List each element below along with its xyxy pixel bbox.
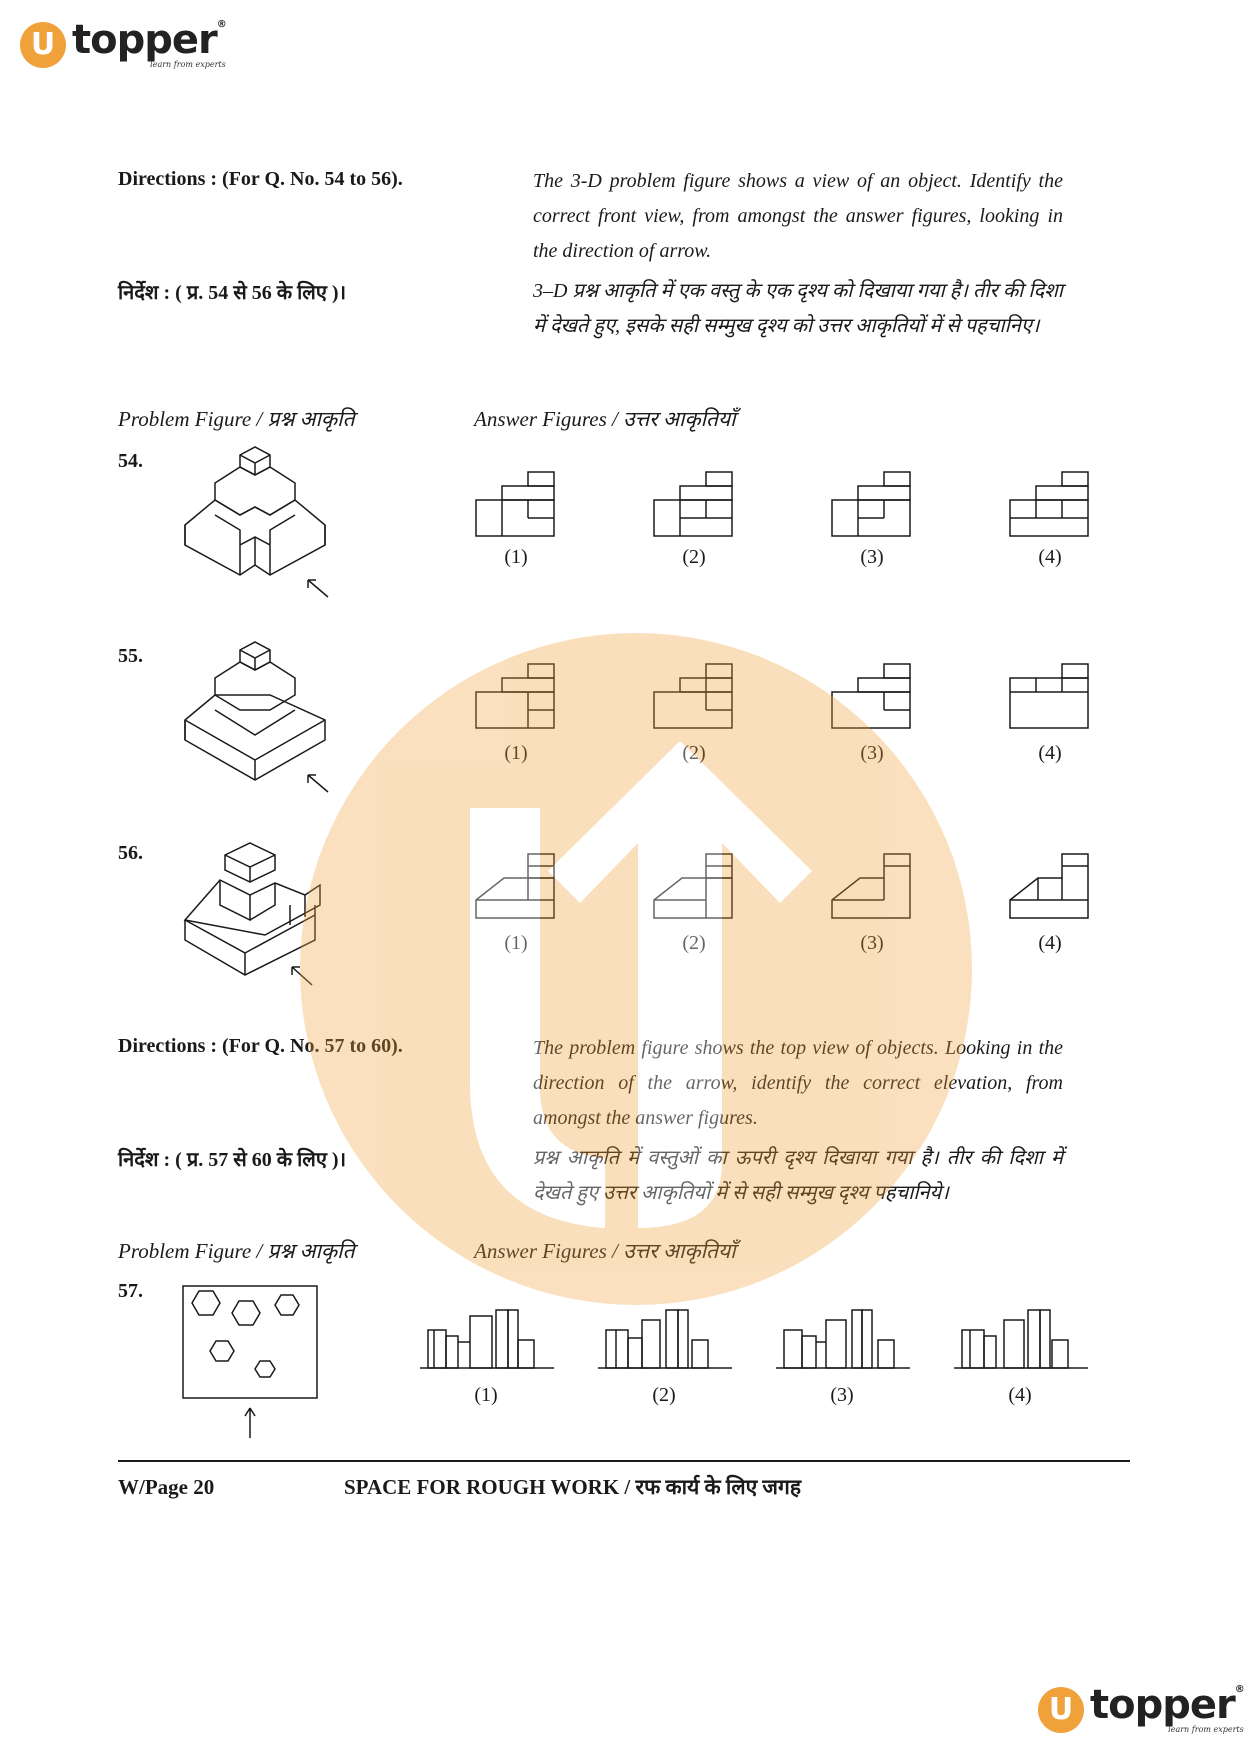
brand-mark-icon-bottom: U	[1038, 1687, 1084, 1733]
q54-option-4-figure	[1008, 468, 1092, 540]
question-number-54: 54.	[118, 450, 143, 472]
question-number-56: 56.	[118, 842, 143, 864]
directions-2-text-hi: प्रश्न आकृति में वस्तुओं का ऊपरी दृश्य दिखाया गया है। तीर की दिशा में देखते हुए उत्तर आकृतियों में से सही सम्मुख दृश्य पहचानिये।	[533, 1147, 1063, 1204]
directions-1-label-en: Directions : (For Q. No. 54 to 56).	[118, 168, 403, 190]
q56-option-3-figure	[830, 850, 914, 922]
directions-2-label-en: Directions : (For Q. No. 57 to 60).	[118, 1035, 403, 1057]
q55-option-2-figure	[652, 660, 736, 732]
q55-option-1-figure	[474, 660, 558, 732]
brand-tagline: learn from experts	[150, 60, 226, 69]
q56-option-4-figure	[1008, 850, 1092, 922]
brand-tagline-bottom: learn from experts	[1168, 1725, 1244, 1734]
q54-problem-figure	[180, 455, 340, 605]
q56-option-2-label[interactable]: (2)	[682, 932, 706, 954]
q54-option-1-label[interactable]: (1)	[504, 546, 528, 568]
answer-figures-header-2: Answer Figures / उत्तर आकृतियाँ	[474, 1239, 736, 1263]
brand-name-bottom: topper®	[1090, 1682, 1244, 1728]
q57-option-3-figure	[774, 1298, 912, 1370]
q56-option-3-label[interactable]: (3)	[860, 932, 884, 954]
q54-option-2-figure	[652, 468, 736, 540]
q56-problem-figure	[180, 845, 340, 995]
question-number-57: 57.	[118, 1280, 143, 1302]
q56-option-1-figure	[474, 850, 558, 922]
q54-option-3-label[interactable]: (3)	[860, 546, 884, 568]
brand-name: topper®	[72, 17, 226, 63]
footer-divider	[118, 1460, 1130, 1462]
q57-option-4-figure	[952, 1298, 1090, 1370]
q55-problem-figure	[180, 650, 340, 800]
q55-option-2-label[interactable]: (2)	[682, 742, 706, 764]
q54-option-2-label[interactable]: (2)	[682, 546, 706, 568]
directions-2-label-hi: निर्देश : ( प्र. 57 से 60 के लिए )।	[118, 1149, 347, 1171]
q57-option-1-label[interactable]: (1)	[474, 1384, 498, 1406]
q55-option-4-label[interactable]: (4)	[1038, 742, 1062, 764]
q56-option-1-label[interactable]: (1)	[504, 932, 528, 954]
problem-figure-header-2: Problem Figure / प्रश्न आकृति	[118, 1239, 355, 1263]
page-number: W/Page 20	[118, 1475, 215, 1499]
problem-figure-header-1: Problem Figure / प्रश्न आकृति	[118, 407, 355, 431]
q54-option-3-figure	[830, 468, 914, 540]
q55-option-4-figure	[1008, 660, 1092, 732]
q57-option-2-label[interactable]: (2)	[652, 1384, 676, 1406]
directions-2-text-en: The problem figure shows the top view of objects. Looking in the direction of the arrow, identify the correct elevation, from amongst the answer figures.	[533, 1037, 1063, 1129]
q57-option-1-figure	[418, 1298, 556, 1370]
q55-option-3-figure	[830, 660, 914, 732]
q55-option-1-label[interactable]: (1)	[504, 742, 528, 764]
q57-option-4-label[interactable]: (4)	[1008, 1384, 1032, 1406]
directions-1-label-hi: निर्देश : ( प्र. 54 से 56 के लिए )।	[118, 282, 347, 304]
question-number-55: 55.	[118, 645, 143, 667]
q57-problem-figure	[180, 1283, 320, 1443]
answer-figures-header-1: Answer Figures / उत्तर आकृतियाँ	[474, 407, 736, 431]
q54-option-4-label[interactable]: (4)	[1038, 546, 1062, 568]
rough-work-note: SPACE FOR ROUGH WORK / रफ कार्य के लिए जगह	[344, 1475, 801, 1499]
q57-option-2-figure	[596, 1298, 734, 1370]
brand-logo	[20, 17, 226, 69]
q56-option-2-figure	[652, 850, 736, 922]
q56-option-4-label[interactable]: (4)	[1038, 932, 1062, 954]
brand-mark-icon: U	[20, 22, 66, 68]
directions-1-text-en: The 3-D problem figure shows a view of an object. Identify the correct front view, from amongst the answer figures, looking in the direction of arrow.	[533, 170, 1063, 262]
q55-option-3-label[interactable]: (3)	[860, 742, 884, 764]
q57-option-3-label[interactable]: (3)	[830, 1384, 854, 1406]
directions-1-text-hi: 3–D प्रश्न आकृति में एक वस्तु के एक दृश्य को दिखाया गया है। तीर की दिशा में देखते हुए, इसके सही सम्मुख दृश्य को उत्तर आकृतियों में से पहचानिए।	[533, 280, 1063, 337]
brand-logo-bottom	[1038, 1682, 1244, 1734]
q54-option-1-figure	[474, 468, 558, 540]
